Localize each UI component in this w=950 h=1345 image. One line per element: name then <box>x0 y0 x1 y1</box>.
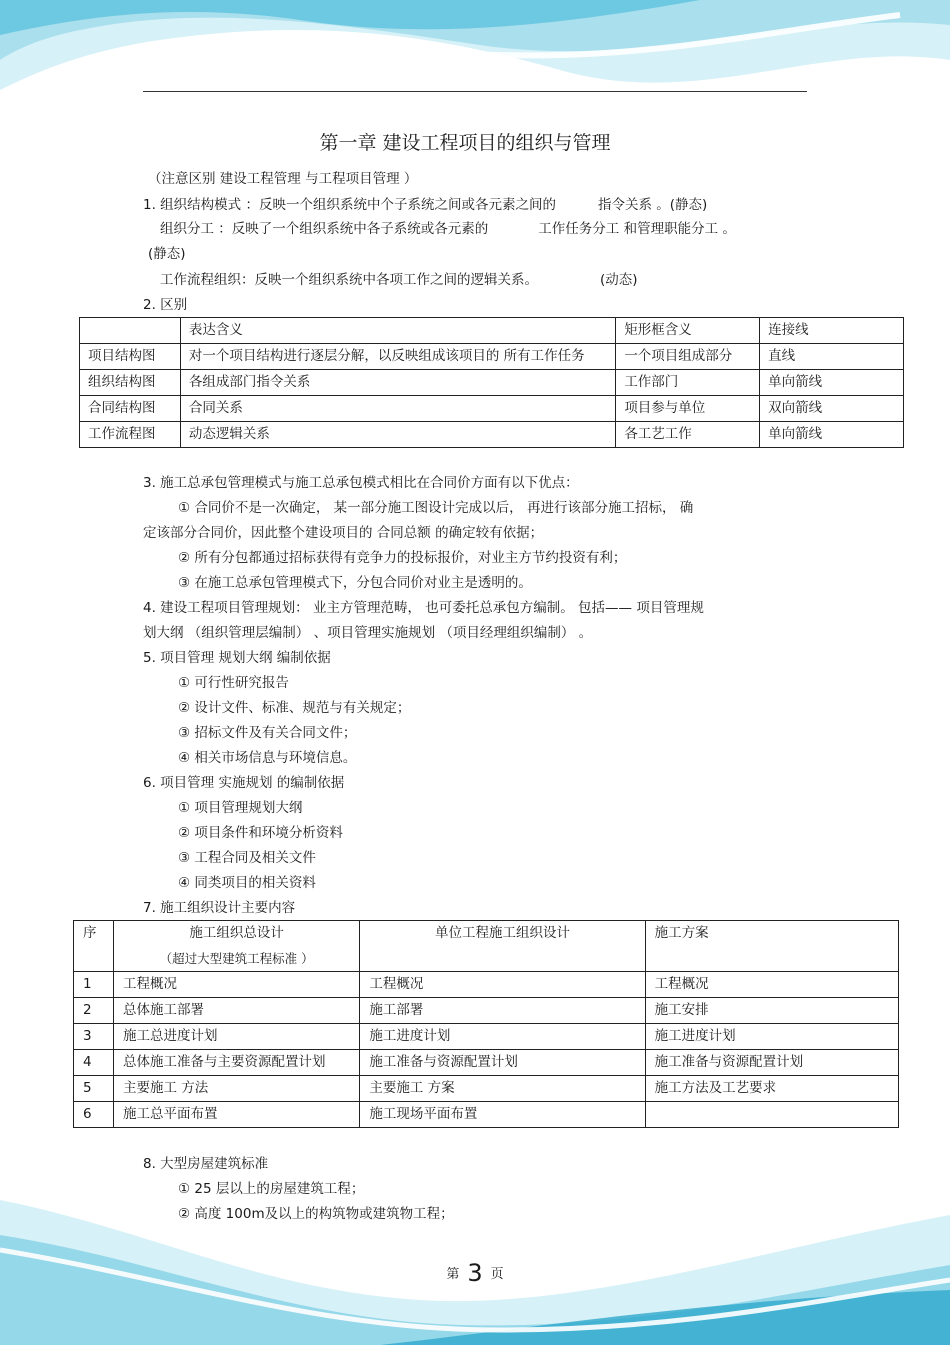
construction-design-table <box>73 920 899 1128</box>
table-row <box>74 998 899 1024</box>
list-item: ③ 工程合同及相关文件 <box>178 850 316 866</box>
table-cell: 施工总进度计划 <box>113 1024 359 1050</box>
list-item: ③ 招标文件及有关合同文件； <box>178 725 357 741</box>
table-header-cell: 单位工程施工组织设计 <box>360 921 645 972</box>
item3-p2: ② 所有分包都通过招标获得有竞争力的投标报价，对业主方节约投资有利； <box>178 550 627 566</box>
table-cell: 项目结构图 <box>80 344 181 370</box>
table-cell: 组织结构图 <box>80 370 181 396</box>
item6-heading: 6. 项目管理 实施规划 的编制依据 <box>143 775 345 791</box>
item1-line-b <box>160 220 736 238</box>
table-row <box>74 972 899 998</box>
list-item: ④ 相关市场信息与环境信息。 <box>178 750 357 766</box>
table-cell: 施工方法及工艺要求 <box>645 1076 898 1102</box>
table-cell: 施工进度计划 <box>360 1024 645 1050</box>
list-item: ② 高度 100m及以上的构筑物或建筑物工程； <box>178 1206 454 1222</box>
table-cell: 施工总平面布置 <box>113 1102 359 1128</box>
table-header-cell <box>113 921 359 972</box>
table-cell: 施工进度计划 <box>645 1024 898 1050</box>
table-header-cell: 连接线 <box>760 318 904 344</box>
table-row <box>80 370 904 396</box>
item1-line-c: (静态) <box>148 246 186 262</box>
table-cell: 总体施工部署 <box>113 998 359 1024</box>
item1-line-d-tail: (动态) <box>600 272 638 288</box>
table-row <box>80 396 904 422</box>
table-header-row <box>80 318 904 344</box>
footer-prefix: 第 <box>446 1267 460 1282</box>
item1-line-a-text: 1. 组织结构模式 ：反映一个组织系统中个子系统之间或各元素之间的 <box>143 197 556 213</box>
table-cell: 3 <box>74 1024 114 1050</box>
chapter-title: 第一章 建设工程项目的组织与管理 <box>319 132 611 154</box>
table-cell: 施工现场平面布置 <box>360 1102 645 1128</box>
table-cell: 合同结构图 <box>80 396 181 422</box>
table-cell: 5 <box>74 1076 114 1102</box>
table-cell: 4 <box>74 1050 114 1076</box>
table-cell: 工程概况 <box>360 972 645 998</box>
table-cell: 工作流程图 <box>80 422 181 448</box>
table-cell: 6 <box>74 1102 114 1128</box>
table-cell: 各组成部门指令关系 <box>180 370 615 396</box>
table-cell: 总体施工准备与主要资源配置计划 <box>113 1050 359 1076</box>
table-cell: 施工安排 <box>645 998 898 1024</box>
table-row <box>74 1050 899 1076</box>
table-cell: 单向箭线 <box>760 370 904 396</box>
table-row <box>80 422 904 448</box>
table-cell: 1 <box>74 972 114 998</box>
table-cell: 项目参与单位 <box>616 396 760 422</box>
note-line: （注意区别 建设工程管理 与工程项目管理 ） <box>148 171 418 187</box>
item1-line-b-text: 组织分工 ：反映了一个组织系统中各子系统或各元素的 <box>160 221 489 237</box>
list-item: ② 项目条件和环境分析资料 <box>178 825 343 841</box>
item4-line-a: 4. 建设工程项目管理规划： 业主方管理范畴， 也可委托总承包方编制。 包括—— 项目管理规 <box>143 600 704 616</box>
table-row <box>74 1076 899 1102</box>
table-header-subtitle: （超过大型建筑工程标准 ） <box>159 951 314 966</box>
item8-heading: 8. 大型房屋建筑标准 <box>143 1156 269 1172</box>
table-cell: 双向箭线 <box>760 396 904 422</box>
table-cell: 合同关系 <box>180 396 615 422</box>
item5-heading: 5. 项目管理 规划大纲 编制依据 <box>143 650 331 666</box>
list-item: ① 25 层以上的房屋建筑工程； <box>178 1181 365 1197</box>
table-header-cell <box>80 318 181 344</box>
table-cell: 主要施工 方案 <box>360 1076 645 1102</box>
table-cell: 施工准备与资源配置计划 <box>645 1050 898 1076</box>
list-item: ① 项目管理规划大纲 <box>178 800 303 816</box>
item4-line-b: 划大纲 （组织管理层编制） 、项目管理实施规划 （项目经理组织编制） 。 <box>143 625 593 641</box>
table-cell: 对一个项目结构进行逐层分解，以反映组成该项目的 所有工作任务 <box>180 344 615 370</box>
table-cell: 主要施工 方法 <box>113 1076 359 1102</box>
table-header-cell: 矩形框含义 <box>616 318 760 344</box>
item1-line-a-tail: 指令关系 。(静态) <box>597 197 708 213</box>
table-header-cell: 序 <box>74 921 114 972</box>
page-number: 3 <box>467 1259 483 1287</box>
footer-suffix: 页 <box>490 1267 504 1282</box>
table-header-row <box>74 921 899 972</box>
item1-line-d <box>160 271 638 289</box>
item7-heading: 7. 施工组织设计主要内容 <box>143 900 296 916</box>
item3-heading: 3. 施工总承包管理模式与施工总承包模式相比在合同价方面有以下优点： <box>143 475 579 491</box>
table-header-cell: 施工方案 <box>645 921 898 972</box>
item1-line-d-text: 工作流程组织：反映一个组织系统中各项工作之间的逻辑关系。 <box>160 272 538 288</box>
table-row <box>74 1102 899 1128</box>
table-cell: 各工艺工作 <box>616 422 760 448</box>
table-cell: 单向箭线 <box>760 422 904 448</box>
item2-heading: 2. 区别 <box>143 297 188 313</box>
item3-p1-a: ① 合同价不是一次确定， 某一部分施工图设计完成以后， 再进行该部分施工招标， 确 <box>178 500 694 516</box>
list-item: ① 可行性研究报告 <box>178 675 289 691</box>
table-cell: 工程概况 <box>645 972 898 998</box>
table-cell: 施工部署 <box>360 998 645 1024</box>
item3-p3: ③ 在施工总承包管理模式下，分包合同价对业主是透明的。 <box>178 575 532 591</box>
comparison-table <box>79 317 904 448</box>
table-cell: 一个项目组成部分 <box>616 344 760 370</box>
item3-p1-b: 定该部分合同价，因此整个建设项目的 合同总额 的确定较有依据； <box>143 525 544 541</box>
table-row <box>74 1024 899 1050</box>
table-cell: 2 <box>74 998 114 1024</box>
table-cell: 工作部门 <box>616 370 760 396</box>
list-item: ② 设计文件、标准、规范与有关规定； <box>178 700 411 716</box>
table-cell: 工程概况 <box>113 972 359 998</box>
item1-line-a <box>143 196 707 214</box>
table-cell: 直线 <box>760 344 904 370</box>
table-header-title: 施工组织总设计 <box>189 925 284 941</box>
table-cell: 动态逻辑关系 <box>180 422 615 448</box>
page-footer <box>0 1259 950 1287</box>
table-cell <box>645 1102 898 1128</box>
list-item: ④ 同类项目的相关资料 <box>178 875 316 891</box>
item1-line-b-tail: 工作任务分工 和管理职能分工 。 <box>538 221 736 237</box>
table-header-cell: 表达含义 <box>180 318 615 344</box>
header-rule <box>143 91 807 92</box>
table-cell: 施工准备与资源配置计划 <box>360 1050 645 1076</box>
table-row <box>80 344 904 370</box>
